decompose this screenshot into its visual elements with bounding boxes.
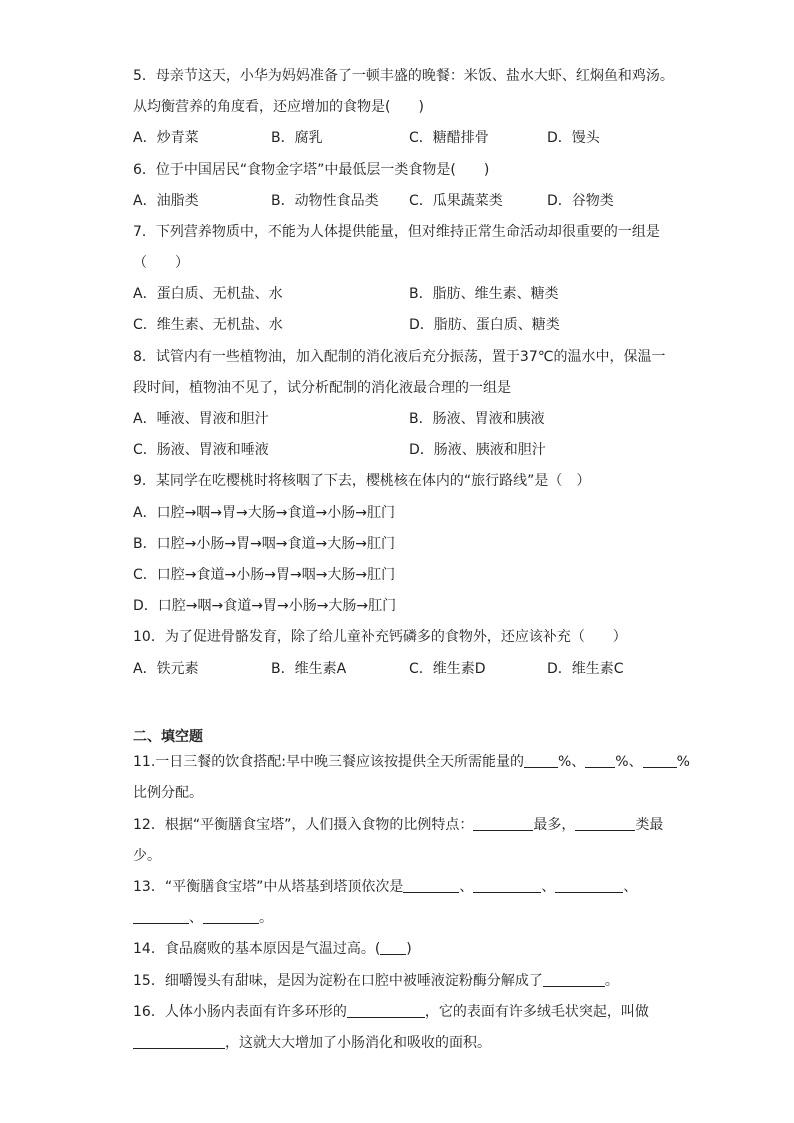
answer-blank[interactable] bbox=[643, 752, 677, 768]
question-9-stem: 9．某同学在吃樱桃时将核咽了下去，樱桃核在体内的“旅行路线”是（ ） bbox=[133, 473, 591, 489]
answer-blank[interactable] bbox=[133, 908, 189, 924]
question-6-option-c: C．瓜果蔬菜类 bbox=[409, 193, 503, 209]
question-7-option-a: A．蛋白质、无机盐、水 bbox=[133, 286, 283, 302]
question-10-stem: 10．为了促进骨骼发育，除了给儿童补充钙磷多的食物外，还应该补充（ ） bbox=[133, 629, 627, 645]
answer-blank[interactable] bbox=[347, 1002, 425, 1018]
question-10-option-b: B．维生素A bbox=[271, 661, 347, 677]
question-8-option-a: A．唾液、胃液和胆汁 bbox=[133, 411, 269, 427]
answer-blank[interactable] bbox=[473, 815, 533, 831]
question-16-line1: 16．人体小肠内表面有许多环形的 ，它的表面有许多绒毛状突起，叫做 bbox=[133, 1004, 649, 1020]
section-heading-fill-in: 二、填空题 bbox=[133, 729, 203, 745]
question-5-option-c: C．糖醋排骨 bbox=[409, 130, 489, 146]
question-8-option-b: B．肠液、胃液和胰液 bbox=[409, 411, 545, 427]
answer-blank[interactable] bbox=[585, 752, 615, 768]
question-7-option-b: B．脂肪、维生素、糖类 bbox=[409, 286, 559, 302]
question-13-line2: 、 。 bbox=[133, 908, 273, 928]
answer-blank[interactable] bbox=[133, 1033, 225, 1049]
question-10-option-c: C．维生素D bbox=[409, 661, 486, 677]
question-10-option-d: D．维生素C bbox=[547, 661, 624, 677]
question-5-option-b: B．腐乳 bbox=[271, 130, 323, 146]
question-7-option-d: D．脂肪、蛋白质、糖类 bbox=[409, 317, 560, 333]
question-7-option-c: C．维生素、无机盐、水 bbox=[133, 317, 283, 333]
question-11-line1: 11.一日三餐的饮食搭配:早中晚三餐应该按提供全天所需能量的 %、 %、 % bbox=[133, 754, 690, 770]
question-12-line1: 12．根据“平衡膳食宝塔”，人们摄入食物的比例特点： 最多， 类最 bbox=[133, 817, 664, 833]
answer-blank[interactable] bbox=[555, 877, 623, 893]
question-9-option-c: C．口腔→食道→小肠→胃→咽→大肠→肛门 bbox=[133, 567, 396, 583]
question-9-option-a: A．口腔→咽→胃→大肠→食道→小肠→肛门 bbox=[133, 505, 395, 521]
question-5-option-a: A．炒青菜 bbox=[133, 130, 199, 146]
answer-blank[interactable] bbox=[473, 877, 541, 893]
question-11-line2: 比例分配。 bbox=[133, 785, 203, 801]
answer-blank[interactable] bbox=[575, 815, 635, 831]
answer-blank[interactable] bbox=[203, 908, 259, 924]
question-6-option-a: A．油脂类 bbox=[133, 193, 199, 209]
question-7-stem-line2: （ ） bbox=[133, 255, 189, 271]
question-13-line1: 13．“平衡膳食宝塔”中从塔基到塔顶依次是 、 、 、 bbox=[133, 879, 638, 895]
question-6-option-d: D．谷物类 bbox=[547, 193, 614, 209]
question-5-option-d: D．馒头 bbox=[547, 130, 600, 146]
answer-blank[interactable] bbox=[380, 939, 406, 955]
question-6-stem: 6．位于中国居民“食物金字塔”中最低层一类食物是( ) bbox=[133, 162, 490, 178]
question-16-line2: ，这就大大增加了小肠消化和吸收的面积。 bbox=[133, 1033, 491, 1053]
answer-blank[interactable] bbox=[524, 752, 558, 768]
question-12-line2: 少。 bbox=[133, 848, 161, 864]
question-5-stem-line1: 5．母亲节这天，小华为妈妈准备了一顿丰盛的晚餐：米饭、盐水大虾、红焖鱼和鸡汤。 bbox=[133, 68, 674, 84]
question-6-option-b: B．动物性食品类 bbox=[271, 193, 379, 209]
question-9-option-d: D．口腔→咽→食道→胃→小肠→大肠→肛门 bbox=[133, 598, 397, 614]
question-9-option-b: B．口腔→小肠→胃→咽→食道→大肠→肛门 bbox=[133, 536, 395, 552]
question-15: 15．细嚼馒头有甜味，是因为淀粉在口腔中被唾液淀粉酶分解成了 。 bbox=[133, 973, 619, 989]
question-8-stem-line2: 段时间，植物油不见了，试分析配制的消化液最合理的一组是 bbox=[133, 380, 511, 396]
question-8-option-c: C．肠液、胃液和唾液 bbox=[133, 442, 269, 458]
question-8-stem-line1: 8．试管内有一些植物油，加入配制的消化液后充分振荡，置于37℃的温水中，保温一 bbox=[133, 349, 666, 365]
question-8-option-d: D．肠液、胰液和胆汁 bbox=[409, 442, 546, 458]
answer-blank[interactable] bbox=[543, 971, 605, 987]
question-14: 14．食品腐败的基本原因是气温过高。( ) bbox=[133, 941, 412, 957]
question-10-option-a: A．铁元素 bbox=[133, 661, 199, 677]
question-7-stem-line1: 7．下列营养物质中，不能为人体提供能量，但对维持正常生命活动却很重要的一组是 bbox=[133, 224, 660, 240]
question-5-stem-line2: 从均衡营养的角度看，还应增加的食物是( ) bbox=[133, 99, 424, 115]
answer-blank[interactable] bbox=[403, 877, 459, 893]
